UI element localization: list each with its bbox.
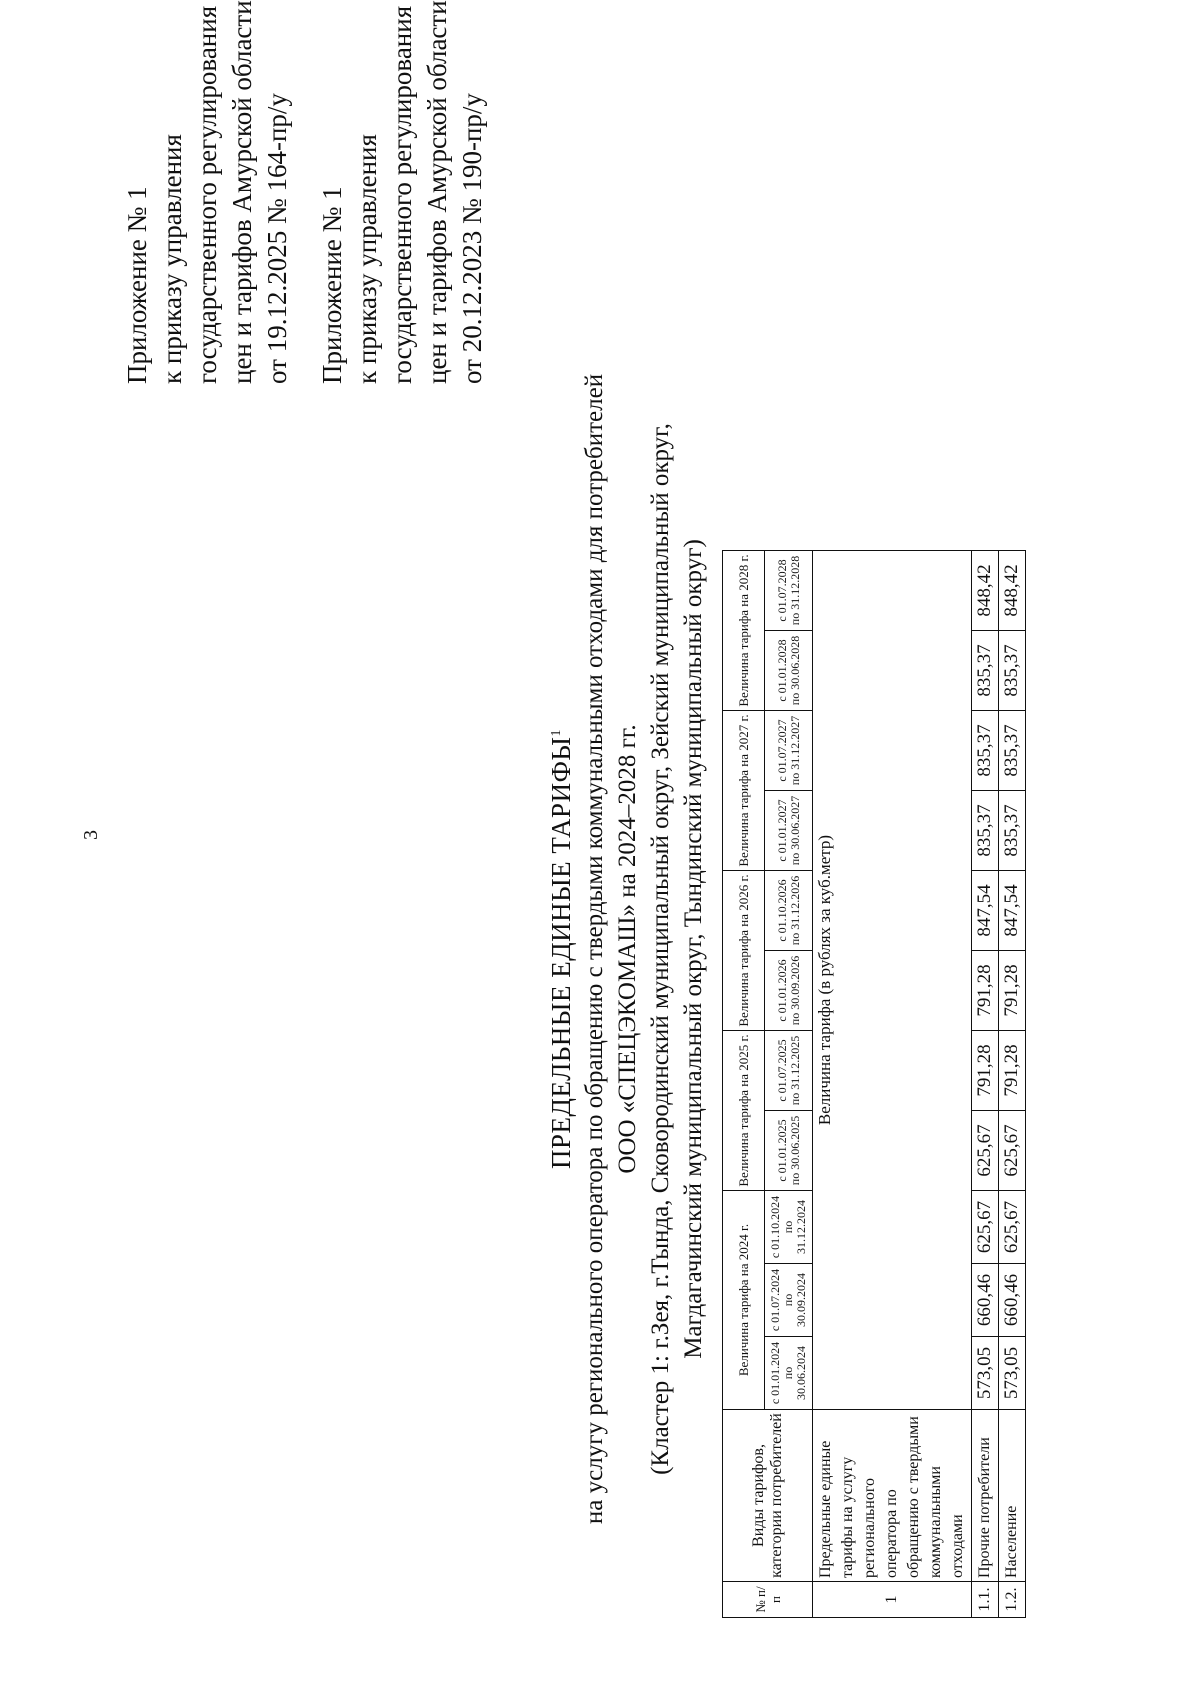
table-cell: 847,54: [972, 871, 999, 951]
appendix-line: к приказу управления: [352, 134, 382, 384]
table-cell: 835,37: [999, 711, 1026, 791]
table-cell: 791,28: [972, 1031, 999, 1111]
title-line: Магдагачинский муниципальный округ, Тындинский муниципальный округ): [680, 539, 707, 1359]
header-period: с 01.07.2028 по 31.12.2028: [765, 551, 813, 631]
group-label: Предельные единые тарифы на услугу регионального оператора по обращению с твердыми коммунальными отходами: [813, 1410, 972, 1582]
table-row: [999, 551, 1026, 1618]
header-period: с 01.01.2028 по 30.06.2028: [765, 631, 813, 711]
header-period: с 01.01.2026 по 30.09.2026: [765, 951, 813, 1031]
appendix-line: Приложение № 1: [317, 186, 347, 384]
header-period: с 01.01.2025 по 30.06.2025: [765, 1111, 813, 1191]
header-period: с 01.10.2024 по 31.12.2024: [765, 1191, 813, 1264]
table-cell: 625,67: [972, 1191, 999, 1264]
header-period: с 01.01.2024 по 30.06.2024: [765, 1337, 813, 1410]
row-no: 1.1.: [972, 1582, 999, 1618]
title-main: ПРЕДЕЛЬНЫЕ ЕДИНЫЕ ТАРИФЫ: [546, 736, 576, 1169]
title-footnote: 1: [549, 729, 564, 737]
header-no: № п/п: [723, 1582, 813, 1618]
table-cell: 835,37: [972, 711, 999, 791]
header-year-2025: Величина тарифа на 2025 г.: [723, 1031, 765, 1191]
header-year-2028: Величина тарифа на 2028 г.: [723, 551, 765, 711]
table-cell: 660,46: [972, 1264, 999, 1337]
header-type: Виды тарифов, категории потребителей: [723, 1410, 813, 1582]
header-period: с 01.07.2024 по 30.09.2024: [765, 1264, 813, 1337]
header-period: с 01.07.2025 по 31.12.2025: [765, 1031, 813, 1111]
group-row: [813, 551, 972, 1618]
table-cell: 660,46: [999, 1264, 1026, 1337]
table-cell: 847,54: [999, 871, 1026, 951]
header-year-2027: Величина тарифа на 2027 г.: [723, 711, 765, 871]
page-number: 3: [80, 830, 102, 840]
table-cell: 835,37: [999, 631, 1026, 711]
unit-label: Величина тарифа (в рублях за куб.метр): [813, 551, 972, 1410]
table-cell: 835,37: [999, 791, 1026, 871]
table-cell: 625,67: [999, 1111, 1026, 1191]
appendix-line: от 19.12.2025 № 164-пр/у: [262, 93, 292, 384]
table-cell: 791,28: [999, 951, 1026, 1031]
header-period: с 01.01.2027 по 30.06.2027: [765, 791, 813, 871]
row-label: Население: [999, 1410, 1026, 1582]
table-cell: 791,28: [972, 951, 999, 1031]
header-row-years: [723, 551, 765, 1618]
header-period: с 01.07.2027 по 31.12.2027: [765, 711, 813, 791]
title-line: (Кластер 1: г.Зея, г.Тында, Сковородинский муниципальный округ, Зейский муниципальный округ,: [647, 423, 674, 1475]
table-cell: 835,37: [972, 631, 999, 711]
appendix-line: к приказу управления: [157, 134, 187, 384]
appendix-line: Приложение № 1: [122, 186, 152, 384]
header-year-2024: Величина тарифа на 2024 г.: [723, 1191, 765, 1410]
appendix-line: цен и тарифов Амурской области: [422, 0, 452, 384]
row-label: Прочие потребители: [972, 1410, 999, 1582]
appendix-previous: [315, 0, 490, 384]
table-cell: 848,42: [999, 551, 1026, 631]
appendix-line: от 20.12.2023 № 190-пр/у: [457, 93, 487, 384]
title-block: [540, 324, 710, 1574]
appendix-line: цен и тарифов Амурской области: [227, 0, 257, 384]
table-cell: 625,67: [972, 1111, 999, 1191]
group-no: 1: [813, 1582, 972, 1618]
table-cell: 573,05: [999, 1337, 1026, 1410]
document-title: [540, 324, 578, 1574]
table-row: [972, 551, 999, 1618]
title-line: ООО «СПЕЦЭКОМАШ» на 2024–2028 гг.: [614, 724, 641, 1174]
tariff-table: [722, 550, 1026, 1618]
row-no: 1.2.: [999, 1582, 1026, 1618]
header-period: с 01.10.2026 по 31.12.2026: [765, 871, 813, 951]
appendix-current: [120, 0, 295, 384]
table-cell: 573,05: [972, 1337, 999, 1410]
appendix-line: государственного регулирования: [192, 5, 222, 384]
title-line: на услугу регионального оператора по обращению с твердыми коммунальными отходами для потребителей: [581, 373, 608, 1525]
table-cell: 835,37: [972, 791, 999, 871]
header-year-2026: Величина тарифа на 2026 г.: [723, 871, 765, 1031]
table-cell: 625,67: [999, 1191, 1026, 1264]
table-cell: 791,28: [999, 1031, 1026, 1111]
table-cell: 848,42: [972, 551, 999, 631]
appendix-line: государственного регулирования: [387, 5, 417, 384]
